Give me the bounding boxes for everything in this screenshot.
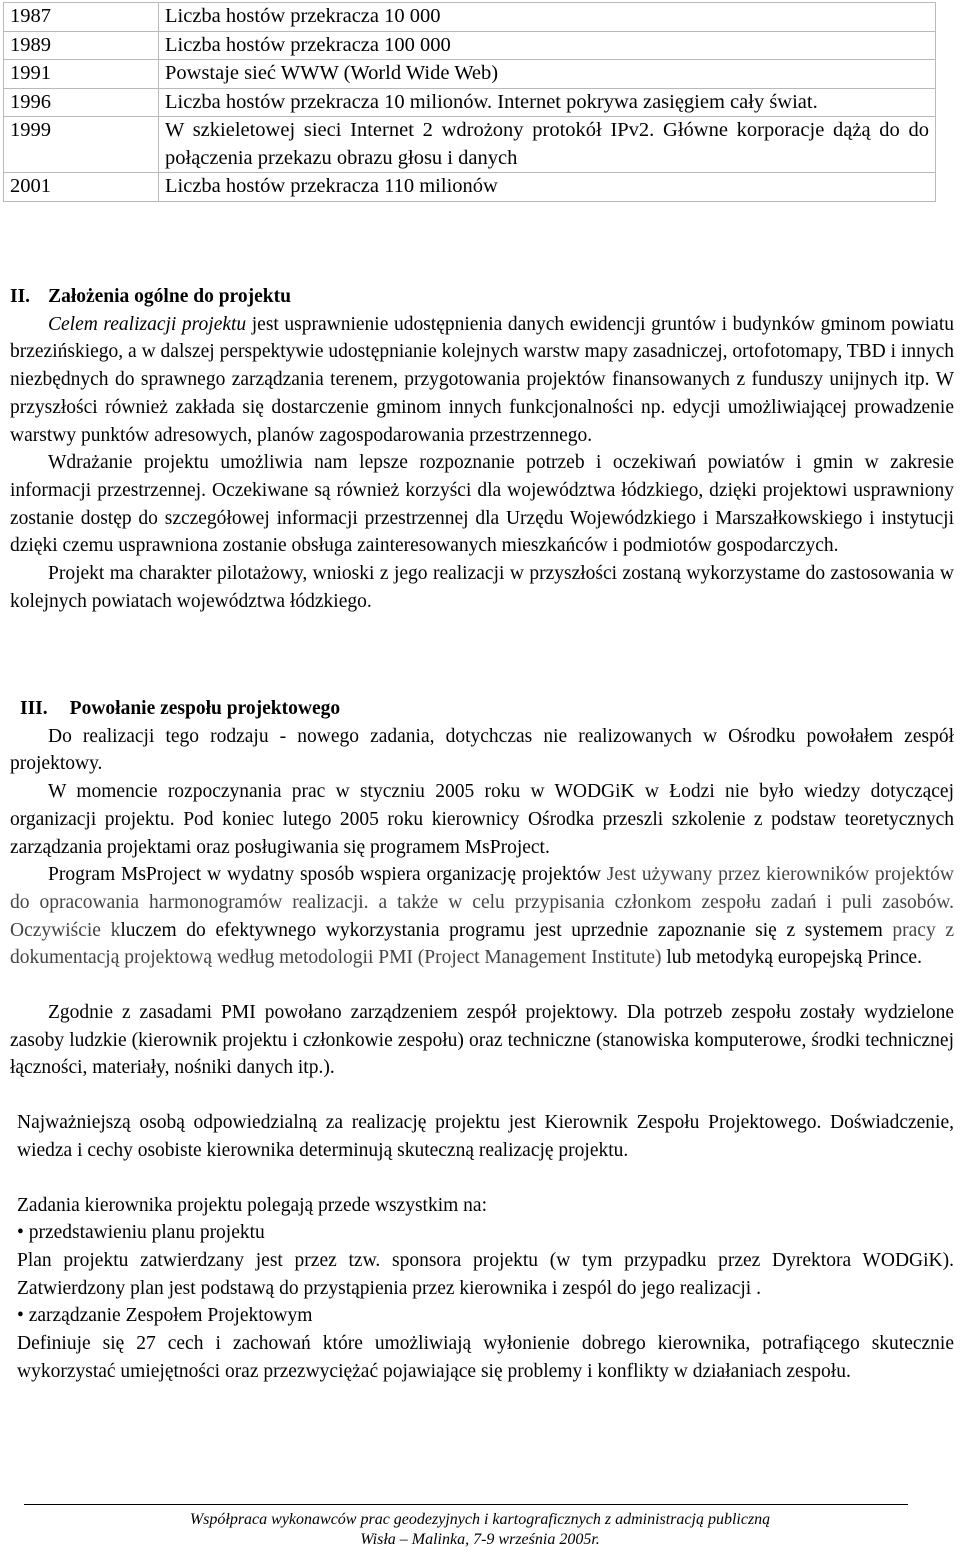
- section-2-paragraph-1: [10, 311, 954, 450]
- section-2-title: Założenia ogólne do projektu: [48, 286, 291, 307]
- bullet-item-2: • zarządzanie Zespołem Projektowym: [10, 1302, 954, 1330]
- footer-line-1: Współpraca wykonawców prac geodezyjnych i kartograficznych z administracją publiczną: [189, 1511, 771, 1528]
- timeline-row: [4, 117, 936, 173]
- section-3-paragraph-5: Najważniejszą osobą odpowiedzialną za realizację projektu jest Kierownik Zespołu Projektowego. Doświadczenie, wiedza i cechy osobiste kierownika determinują skuteczną realizację projektu.: [17, 1112, 954, 1161]
- section-3-paragraph-6: Zadania kierownika projektu polegają przede wszystkim na:: [17, 1194, 487, 1216]
- timeline-event: Liczba hostów przekracza 100 000: [159, 31, 936, 60]
- timeline-row: [4, 173, 936, 202]
- timeline-row: [4, 3, 936, 32]
- section-2-heading: [10, 283, 954, 311]
- paragraph-3-part-b: Jest używany przez kierowników projektów do opracowania harmonogramów realizacji. a także w celu przypisania członkom zespołu zadań i puli zasobów. Oczywiście k: [10, 864, 954, 941]
- timeline-event: Liczba hostów przekracza 10 000: [159, 3, 936, 32]
- timeline-year: 2001: [4, 173, 159, 202]
- timeline-year: 1989: [4, 31, 159, 60]
- paragraph-3-part-c: luczem do efektywnego wykorzystania programu jest uprzednie zapoznanie się z systemem: [120, 919, 893, 941]
- paragraph-3-part-d: pracy z dokumentacją projektową według metodologii PMI (Project Management Institute): [10, 919, 954, 969]
- section-2-italic-lead: Celem realizacji projektu: [48, 313, 247, 335]
- section-3-number: III.: [20, 698, 48, 719]
- section-3-title: Powołanie zespołu projektowego: [69, 698, 341, 719]
- section-3-paragraph-2: W momencie rozpoczynania prac w styczniu 2005 roku w WODGiK w Łodzi nie było wiedzy dotyczącej organizacji projektu. Pod koniec lutego 2005 roku kierownicy Ośrodka przeszli szkolenie z podstaw teoretycznych zarządzania projektami oraz posługiwania się programem MsProject.: [10, 781, 954, 858]
- section-2-paragraph-2: Wdrażanie projektu umożliwia nam lepsze rozpoznanie potrzeb i oczekiwań powiatów i gmin w zakresie informacji przestrzennej. Oczekiwane są również korzyści dla województwa łódzkiego, dzięki projektowi usprawniony zostanie dostęp do szczegółowej informacji przestrzennej dla Urzędu Wojewódzkiego i Marszałkowskiego i instytucji dzięki czemu usprawniona zostanie obsługa zainteresowanych mieszkańców i podmiotów gospodarczych.: [10, 452, 954, 557]
- paragraph-3-part-e: lub metodyką europejską Prince.: [661, 947, 922, 969]
- bullet-item-1: • przedstawieniu planu projektu: [10, 1219, 954, 1247]
- timeline-row: [4, 31, 936, 60]
- section-3: [10, 695, 954, 1385]
- timeline-year: 1991: [4, 60, 159, 89]
- timeline-row: [4, 88, 936, 117]
- section-3-paragraph-1: Do realizacji tego rodzaju - nowego zadania, dotychczas nie realizowanych w Ośrodku powołałem zespół projektowy.: [10, 725, 954, 775]
- section-3-paragraph-7: Plan projektu zatwierdzany jest przez tzw. sponsora projektu (w tym przypadku przez Dyrektora WODGiK). Zatwierdzony plan jest podstawą do przystąpienia przez kierownika i zespól do jego realizacji .: [17, 1249, 954, 1299]
- timeline-row: [4, 60, 936, 89]
- timeline-event: W szkieletowej sieci Internet 2 wdrożony protokół IPv2. Główne korporacje dążą do do połączenia przekazu obrazu głosu i danych: [159, 117, 936, 173]
- section-3-paragraph-4: Zgodnie z zasadami PMI powołano zarządzeniem zespół projektowy. Dla potrzeb zespołu zostały wydzielone zasoby ludzkie (kierownik projektu i członkowie zespołu) oraz techniczne (stanowiska komputerowe, środki technicznej łączności, materiały, nośniki danych itp.).: [10, 1002, 954, 1079]
- section-3-heading: [10, 695, 954, 723]
- timeline-year: 1987: [4, 3, 159, 32]
- timeline-year: 1996: [4, 88, 159, 117]
- section-3-paragraph-3: [10, 861, 954, 972]
- section-2-number: II.: [10, 286, 31, 307]
- paragraph-3-part-a: Program MsProject w wydatny sposób wspiera organizację projektów: [48, 864, 607, 886]
- section-2-paragraph-1-text: jest usprawnienie udostępnienia danych ewidencji gruntów i budynków gminom powiatu brzezińskiego, a w dalszej perspektywie udostępnianie kolejnych warstw mapy zasadniczej, ortofotomapy, TBD i innych niezbędnych do sprawnego zarządzania terenem, przygotowania projektów finansowanych z funduszy unijnych itp. W przyszłości również zakłada się dostarczenie gminom innych funkcjonalności np. edycji umożliwiającej prowadzenie warstwy punktów adresowych, planów zagospodarowania przestrzennego.: [10, 313, 954, 446]
- timeline-event: Powstaje sieć WWW (World Wide Web): [159, 60, 936, 89]
- section-2: [10, 283, 954, 615]
- timeline-event: Liczba hostów przekracza 10 milionów. Internet pokrywa zasięgiem cały świat.: [159, 88, 936, 117]
- footer-divider: [24, 1504, 908, 1505]
- page-footer: [0, 1510, 960, 1550]
- timeline-year: 1999: [4, 117, 159, 173]
- footer-line-2: Wisła – Malinka, 7-9 września 2005r.: [360, 1531, 600, 1548]
- section-3-paragraph-8: Definiuje się 27 cech i zachowań które umożliwiają wyłonienie dobrego kierownika, potrafiącego skutecznie wykorzystać umiejętności oraz przezwyciężać pojawiające się problemy i konflikty w działaniach zespołu.: [17, 1333, 954, 1382]
- timeline-table: [3, 2, 936, 202]
- timeline-event: Liczba hostów przekracza 110 milionów: [159, 173, 936, 202]
- section-2-paragraph-3: Projekt ma charakter pilotażowy, wnioski z jego realizacji w przyszłości zostaną wykorzystame do zastosowania w kolejnych powiatach województwa łódzkiego.: [10, 563, 954, 612]
